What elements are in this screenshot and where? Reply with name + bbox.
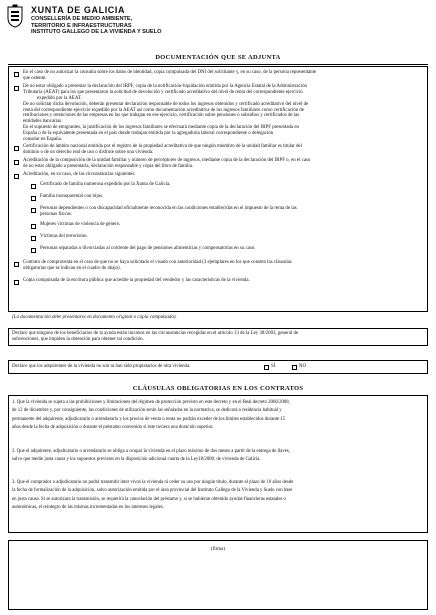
documentation-title: DOCUMENTACIÓN QUE SE ADJUNTA xyxy=(155,54,281,61)
header xyxy=(6,4,306,46)
doc-item-1: En el caso de no autorizar la consulta sobre los datos de identidad, copia compulsada del DNI del solicitante y, en su caso, de la persona representante que ostente. xyxy=(23,70,317,81)
declaration-2: Declaro que los adquirentes de la vivienda no son ni han sido propietarios de otra vivienda. xyxy=(12,364,191,369)
doc-item-2: De no estar obligado a presentar la declaración del IRPF, copia de la notificación-liquidación emitida por la Agencia Estatal de la Administración Tributaria (AEAT) para los que presentaron la solicitud de devolución y certificado acreditativo del nivel de renta del correspondiente ejercicio expedido por la AEAT. De no solicitar dicha devolución, deberán presentar declaración responsable de todos los ingresos obtenidos y certificado acreditativo del nivel de renta del correspondiente ejercicio expedido por la AEAT así como documentación acreditativa de los ingresos familiares como certificación de retribuciones y retenciones de las empresas en las que trabajan en ese ejercicio, certificación sobre pensiones o subsidios y certificados de las entidades bancarias. En el supuesto de emigrantes, la justificación de los ingresos familiares se efectuará mediante copia de la declaración del IRPF presentada en España o de la equivalente presentada en el país donde trabajan emitida por la agregaduría laboral correspondiente o delegación consular en España. xyxy=(23,84,309,143)
clauses-title: CLÁUSULAS OBLIGATORIAS EN LOS CONTRATOS xyxy=(132,385,304,392)
sub-item-5: Víctimas del terrorismo. xyxy=(40,234,88,239)
declaration-1: Declaro que ninguno de los beneficiarios de la ayuda están incursos en las circunstancias recogidas en el artículo 13 de la Ley 38/2003, general de subvenciones, que impiden la obtención para obtener tal condición. xyxy=(12,331,299,342)
sub-checkbox-3[interactable] xyxy=(31,208,36,213)
option-no-checkbox[interactable] xyxy=(292,365,297,370)
doc-item-6: Contrato de compraventa en el caso de que no se haya solicitado el visado con anterioridad (3 ejemplares en los que consten las cláusulas obligatorias que se indican en el cuadro de abajo). xyxy=(23,260,292,271)
galicia-shield-icon xyxy=(6,4,24,28)
sub-checkbox-4[interactable] xyxy=(31,224,36,229)
clause-2: 2. Que el adquirente, adjudicatario o arrendatario se obliga a ocupar la vivienda en el plazo máximo de dos meses a partir de la entrega de llaves, salvo que medie justa causa y los supuestos previstos en la disposición adicional cuarta de la Ley18/2008, de vivienda de Galicia. xyxy=(12,449,290,463)
clause-1: 1. Que la vivienda se sujeta a las prohibiciones y limitaciones del régimen de protección previsto en este decreto y en el Real decreto 2066/2008, de 12 de diciembre y, por consiguiente, las condiciones de utilización serán las señaladas en la normativa, se dedicará a residencia habitual y permanente del adquirente, adjudicatario o arrendatario y los precios de venta o renta no podrán exceder de los límites establecidos durante 15 años desde la fecha de adquisición o durante el préstamo convenido si éste tuviera una duración superior. xyxy=(12,400,290,431)
option-si-label: SÍ xyxy=(271,364,276,369)
sub-checkbox-5[interactable] xyxy=(31,236,36,241)
sub-checkbox-2[interactable] xyxy=(31,196,36,201)
doc-item-3: Certificación de ámbito nacional emitida por el registro de la propiedad acreditativa de que ningún miembro de la unidad familiar es titular del dominio o de un derecho real de uso o disfrute sobre una vivienda. xyxy=(23,144,302,155)
doc-checkbox-3[interactable] xyxy=(14,146,19,151)
doc-checkbox-5[interactable] xyxy=(14,174,19,179)
sub-item-6: Personas separadas o divorciadas al corriente del pago de pensiones alimenticias y compensatorias en su caso. xyxy=(40,246,256,251)
doc-item-7: Copia compulsada de la escritura pública que acredite la propiedad del vendedor y las características de la vivienda. xyxy=(23,278,250,283)
org-name: XUNTA DE GALICIA xyxy=(31,5,126,15)
doc-checkbox-1[interactable] xyxy=(14,72,19,77)
doc-item-5: Acreditación, en su caso, de las circunstancias siguientes: xyxy=(23,172,136,177)
option-no-label: NO xyxy=(299,364,307,369)
doc-checkbox-4[interactable] xyxy=(14,160,19,165)
dept-line: CONSELLERÍA DE MEDIO AMBIENTE, xyxy=(31,16,133,22)
dept-line: INSTITUTO GALLEGO DE LA VIVIENDA Y SUELO xyxy=(31,29,162,36)
sub-checkbox-6[interactable] xyxy=(31,248,36,253)
sub-item-3: Personas dependientes o con discapacidad oficialmente reconocida en las condiciones establecidas en el impuesto de la renta de las personas físicas. xyxy=(40,206,297,217)
dept-line: TERRITORIO E INFRAESTRUCTURAS xyxy=(31,22,132,29)
doc-item-4: Acreditación de la composición de la unidad familiar y número de perceptores de ingresos, mediante copia de la declaración del IRPF o, en el caso de no estar obligado a presentarla, declaración responsable y copia del libro de familia. xyxy=(23,158,311,169)
department-lines xyxy=(31,16,161,36)
signature-label: (firma) xyxy=(210,547,226,552)
sub-item-2: Familia monoparental con hijos. xyxy=(40,194,104,199)
sub-checkbox-1[interactable] xyxy=(31,184,36,189)
sub-item-1: Certificado de familia numerosa expedido por la Xunta de Galicia. xyxy=(40,182,171,187)
divider xyxy=(8,64,428,65)
doc-checkbox-2[interactable] xyxy=(14,86,19,91)
sub-item-4: Mujeres víctimas de violencia de género. xyxy=(40,222,121,227)
doc-checkbox-7[interactable] xyxy=(14,280,19,285)
clause-3: 3. Que el comprador o adjudicatario no podrá transmitir inter vivos la vivienda ni ceder su uso por ningún título, durante el plazo de 10 años desde la fecha de formalización de la adquisición, salvo autorización emitida por el área provincial del Instituto Gallego de la Vivienda y Suelo con base en justa causa. Si se autorizara la transmisión, se requerirá la cancelación del préstamo y, si se hubieran obtenido ayudas financieras estatales o autonómicas, el reintegro de las mismas incrementadas en los intereses legales. xyxy=(12,480,294,511)
option-si-checkbox[interactable] xyxy=(264,365,269,370)
documentation-note: (La documentación debe presentarse en documento original o copia compulsada). xyxy=(12,315,177,320)
doc-checkbox-6[interactable] xyxy=(14,262,19,267)
